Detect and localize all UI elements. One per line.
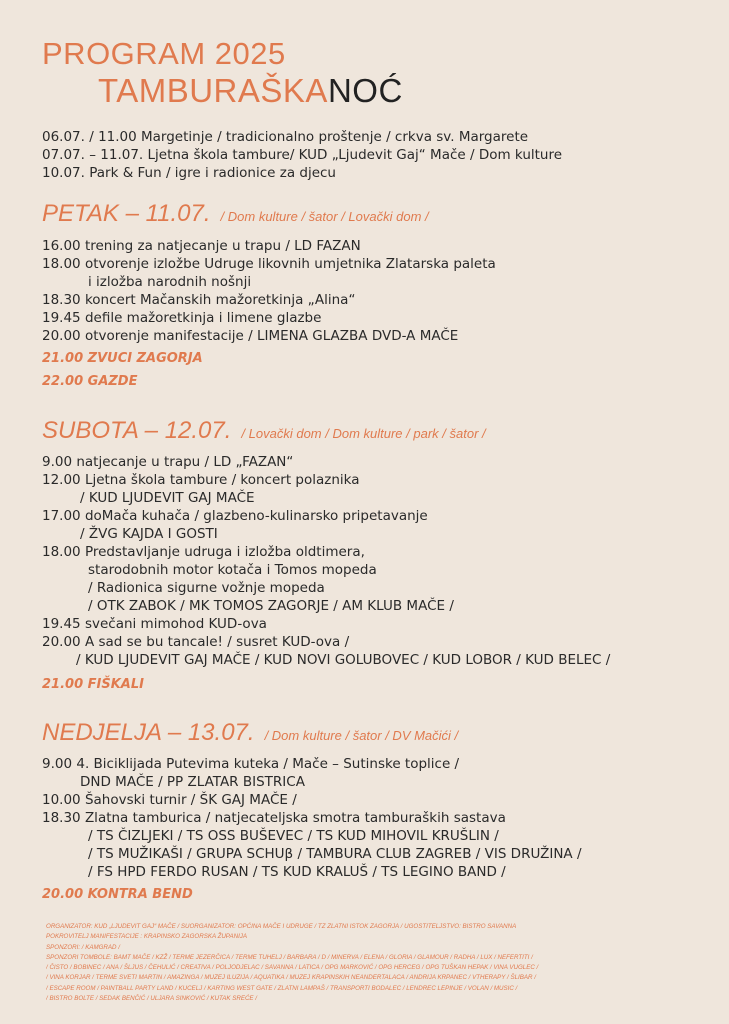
event-title-part2: NOĆ: [327, 72, 403, 109]
schedule-line: / TS ČIZLJEKI / TS OSS BUŠEVEC / TS KUD MIHOVIL KRUŠLIN /: [88, 828, 499, 844]
schedule-line: 12.00 Ljetna škola tambure / koncert polaznika: [42, 472, 360, 488]
schedule-line: 17.00 doMača kuhača / glazbeno-kulinarsko pripetavanje: [42, 508, 428, 524]
band-highlight: 21.00 FIŠKALI: [42, 677, 144, 692]
day-heading-nedjelja: [42, 719, 458, 747]
schedule-line: 18.00 otvorenje izložbe Udruge likovnih umjetnika Zlatarska paleta: [42, 256, 496, 272]
sponsors-footer: [46, 922, 686, 1004]
event-title-part1: TAMBURAŠKA: [98, 72, 328, 109]
schedule-line: / KUD LJUDEVIT GAJ MAČE: [80, 490, 255, 506]
day-name: SUBOTA – 12.07.: [42, 417, 232, 444]
schedule-line: 18.30 Zlatna tamburica / natjecateljska smotra tamburaških sastava: [42, 810, 506, 826]
intro-line: 10.07. Park & Fun / igre i radionice za djecu: [42, 165, 336, 181]
footer-line: / VINA KORJAR / TERME SVETI MARTIN / AMAZINGA / MUZEJ ILUZIJA / AQUATIKA / MUZEJ KRAPINSKIH NEANDERTALACA / ANDRIJA KRPANEC / VTHERAPY / ŠLIBAR /: [46, 974, 536, 982]
schedule-line: 20.00 A sad se bu tancale! / susret KUD-ova /: [42, 634, 350, 650]
schedule-line: / ŽVG KAJDA I GOSTI: [80, 526, 218, 542]
day-heading-subota: [42, 417, 486, 445]
schedule-line: / KUD LJUDEVIT GAJ MAČE / KUD NOVI GOLUBOVEC / KUD LOBOR / KUD BELEC /: [76, 652, 611, 668]
day-heading-petak: [42, 200, 429, 228]
band-highlight: 22.00 GAZDE: [42, 374, 138, 389]
intro-line: 06.07. / 11.00 Margetinje / tradicionalno proštenje / crkva sv. Margarete: [42, 129, 529, 145]
footer-line: / ČISTO / BOBINEC / ANA / ŠLJUS / ČEHULIĆ / CREATIVA / POLJODJELAC / SAVANNA / LATICA / OPG MARKOVIĆ / OPG HERCEG / OPG TUŠKAN HEPAK / VINA VUGLEC /: [46, 964, 539, 972]
schedule-line: 19.45 svečani mimohod KUD-ova: [42, 616, 267, 632]
nedjelja-schedule: [42, 755, 699, 881]
intro-list: [42, 128, 699, 182]
schedule-line: DND MAČE / PP ZLATAR BISTRICA: [80, 774, 305, 790]
petak-schedule: [42, 237, 699, 345]
schedule-line: 18.30 koncert Mačanskih mažoretkinja „Alina“: [42, 292, 356, 308]
schedule-line: 18.00 Predstavljanje udruga i izložba oldtimera,: [42, 544, 365, 560]
schedule-line: starodobnih motor kotača i Tomos mopeda: [88, 562, 377, 578]
schedule-line: / FS HPD FERDO RUSAN / TS KUD KRALUŠ / TS LEGINO BAND /: [88, 864, 506, 880]
schedule-line: 20.00 otvorenje manifestacije / LIMENA GLAZBA DVD-A MAČE: [42, 328, 459, 344]
schedule-line: 9.00 4. Biciklijada Putevima kuteka / Mače – Sutinske toplice /: [42, 756, 460, 772]
day-location: / Lovački dom / Dom kulture / park / šator /: [241, 426, 486, 441]
footer-line: / BISTRO BOLTE / SEDAK BENČIĆ / ULJARA SINKOVIĆ / KUTAK SREĆE /: [46, 995, 257, 1003]
schedule-line: 9.00 natjecanje u trapu / LD „FAZAN“: [42, 454, 294, 470]
footer-line: SPONZORI: / KAMGRAD /: [46, 943, 120, 951]
day-location: / Dom kulture / šator / DV Mačići /: [264, 728, 459, 743]
band-highlight: 21.00 ZVUCI ZAGORJA: [42, 351, 203, 366]
program-title: PROGRAM 2025: [42, 36, 286, 71]
schedule-line: 19.45 defile mažoretkinja i limene glazbe: [42, 310, 322, 326]
intro-line: 07.07. – 11.07. Ljetna škola tambure/ KUD „Ljudevit Gaj“ Mače / Dom kulture: [42, 147, 563, 163]
day-name: NEDJELJA – 13.07.: [42, 719, 255, 746]
schedule-line: i izložba narodnih nošnji: [88, 274, 252, 290]
band-highlight: 20.00 KONTRA BEND: [42, 887, 193, 902]
event-title: [98, 72, 403, 110]
schedule-line: / TS MUŽIKAŠI / GRUPA SCHUβ / TAMBURA CLUB ZAGREB / VIS DRUŽINA /: [88, 846, 582, 862]
footer-line: ORGANIZATOR: KUD „LJUDEVIT GAJ“ MAČE / SUORGANIZATOR: OPĆINA MAČE I UDRUGE / TZ ZLATNI ISTOK ZAGORJA / UGOSTITELJSTVO: BISTRO SAVANNA: [46, 923, 517, 930]
schedule-line: 16.00 trening za natjecanje u trapu / LD FAZAN: [42, 238, 361, 254]
footer-line: / ESCAPE ROOM / PAINTBALL PARTY LAND / KUCELJ / KARTING WEST GATE / ZLATNI LAMPAŠ / TRANSPORTI BODALEC / LENDREC LEPINJE / VOLAN / MUSIC /: [46, 984, 518, 992]
schedule-line: 10.00 Šahovski turnir / ŠK GAJ MAČE /: [42, 792, 297, 808]
subota-schedule: [42, 453, 699, 669]
schedule-line: / OTK ZABOK / MK TOMOS ZAGORJE / AM KLUB MAČE /: [88, 598, 454, 614]
footer-line: POKROVITELJ MANIFESTACIJE : KRAPINSKO ZAGORSKA ŽUPANIJA: [46, 933, 248, 941]
footer-line: SPONZORI TOMBOLE: BAMT MAČE / KZŽ / TERME JEZERČICA / TERME TUHELJ / BARBARA / D / MINERVA / ELENA / GLORIA / GLAMOUR / RADHA / LUX / NEFERTITI /: [46, 953, 533, 961]
schedule-line: / Radionica sigurne vožnje mopeda: [88, 580, 325, 596]
day-name: PETAK – 11.07.: [42, 200, 211, 227]
day-location: / Dom kulture / šator / Lovački dom /: [220, 209, 429, 224]
